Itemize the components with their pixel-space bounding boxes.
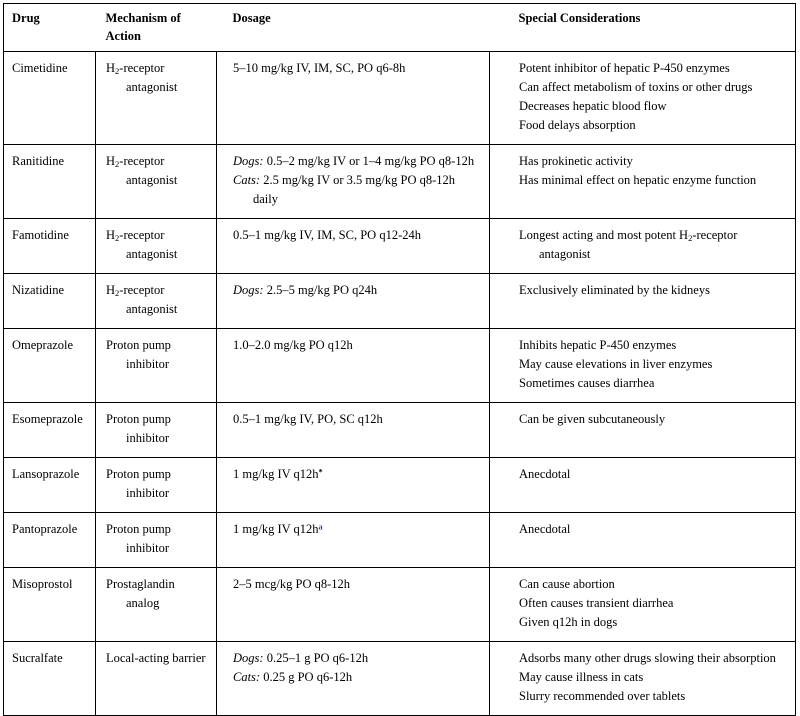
cell-special-considerations [490,145,796,219]
dosage-line: 2–5 mcg/kg PO q8-12h [233,577,351,592]
cell-mechanism-of-action [96,274,217,329]
cell-mechanism-of-action [96,642,217,716]
dosage-line: 1 mg/kg IV $q12h^a$ [233,522,323,537]
dosage-species-label: Dogs: [233,651,264,666]
cell-special-considerations [490,513,796,568]
cell-dosage [217,458,490,513]
cell-mechanism-of-action [96,403,217,458]
cell-drug-name: Lansoprazole [4,458,96,513]
special-consideration-line: Anecdotal [519,522,571,537]
special-consideration-line: Longest acting and most potent $H_2$-receptor antagonist [519,228,738,262]
column-header-special-considerations: Special Considerations [490,4,796,52]
dosage-line: Dogs: 2.5–5 mg/kg PO q24h [233,283,378,298]
footnote-marker: * [318,467,323,477]
special-consideration-line: Has prokinetic activity [519,154,633,169]
cell-drug-name: Cimetidine [12,61,68,76]
footnote-marker: a [318,522,323,532]
cell-drug-name: Famotidine [4,219,96,274]
mechanism-text: Local-acting barrier [106,651,206,666]
cell-special-considerations [490,568,796,642]
cell-special-considerations [490,52,796,145]
subscript: 2 [115,159,120,170]
cell-mechanism-of-action [96,458,217,513]
table-row [4,642,796,716]
cell-dosage [217,329,490,403]
cell-dosage [217,513,490,568]
dosage-species-label: Cats: [233,173,261,188]
cell-dosage [217,219,490,274]
cell-mechanism-of-action [96,329,217,403]
column-header-drug: Drug [4,4,96,52]
special-consideration-line: Adsorbs many other drugs slowing their absorption [519,651,776,666]
table-row [4,513,796,568]
mechanism-text: $H_2$-receptor antagonist [106,61,178,95]
cell-mechanism-of-action [96,568,217,642]
dosage-line: 5–10 mg/kg IV, IM, SC, PO q6-8h [233,61,406,76]
cell-drug-name: Omeprazole [4,329,96,403]
cell-drug-name: Esomeprazole [4,403,96,458]
table-row [4,329,796,403]
mechanism-text: $H_2$-receptor antagonist [106,283,178,317]
special-consideration-line: Potent inhibitor of hepatic P-450 enzymes [519,61,730,76]
subscript: 2 [115,288,120,299]
mechanism-text: Proton pump inhibitor [106,467,171,501]
special-consideration-line: May cause elevations in liver enzymes [519,357,713,372]
special-consideration-line: Decreases hepatic blood flow [519,99,667,114]
dosage-line: 1.0–2.0 mg/kg PO q12h [233,338,353,353]
subscript: 2 [115,233,120,244]
subscript: 2 [688,233,693,244]
dosage-species-label: Dogs: [233,283,264,298]
gastroprotectant-drug-table [3,3,796,716]
drug-reference-table-container [3,3,795,716]
cell-mechanism-of-action [96,513,217,568]
cell-drug-name: Misoprostol [4,568,96,642]
special-consideration-line: Food delays absorption [519,118,636,133]
special-consideration-line: Inhibits hepatic P-450 enzymes [519,338,677,353]
dosage-species-label: Dogs: [233,154,264,169]
cell-mechanism-of-action [96,52,217,145]
table-row [4,458,796,513]
cell-drug-name: Ranitidine [4,145,96,219]
cell-dosage [217,274,490,329]
cell-special-considerations [490,274,796,329]
table-row [4,52,796,145]
cell-drug-name: Nizatidine [4,274,96,329]
cell-dosage [217,52,490,145]
special-consideration-line: Has minimal effect on hepatic enzyme function [519,173,757,188]
column-header-mechanism-of-action [96,4,217,52]
special-consideration-line: Anecdotal [519,467,571,482]
column-header-dosage: Dosage [217,4,490,52]
mechanism-text: Proton pump inhibitor [106,522,171,556]
table-row [4,403,796,458]
mechanism-text: Proton pump inhibitor [106,338,171,372]
cell-mechanism-of-action [96,219,217,274]
column-header-mechanism-line2: Action [105,29,141,44]
table-row [4,568,796,642]
cell-mechanism-of-action [96,145,217,219]
cell-special-considerations [490,458,796,513]
special-consideration-line: Can affect metabolism of toxins or other drugs [519,80,753,95]
mechanism-text: $H_2$-receptor antagonist [106,228,178,262]
cell-dosage [217,568,490,642]
cell-special-considerations [490,642,796,716]
cell-drug-name: Sucralfate [4,642,96,716]
special-consideration-line: Can be given subcutaneously [519,412,666,427]
mechanism-text: Prostaglandin analog [106,577,175,611]
cell-dosage [217,403,490,458]
dosage-species-label: Cats: [233,670,261,685]
dosage-line: Cats: 0.25 g PO q6-12h [233,670,353,685]
special-consideration-line: May cause illness in cats [519,670,644,685]
special-consideration-line: Given q12h in dogs [519,615,618,630]
table-row [4,274,796,329]
subscript: 2 [115,66,120,77]
dosage-line: Dogs: 0.5–2 mg/kg IV or 1–4 mg/kg PO q8-12h [233,154,475,169]
cell-special-considerations [490,403,796,458]
table-row [4,145,796,219]
table-header-row [4,4,796,52]
cell-drug-name: Pantoprazole [4,513,96,568]
mechanism-text: $H_2$-receptor antagonist [106,154,178,188]
cell-dosage [217,145,490,219]
table-row [4,219,796,274]
dosage-line: 0.5–1 mg/kg IV, IM, SC, PO q12-24h [233,228,421,243]
special-consideration-line: Can cause abortion [519,577,615,592]
cell-dosage [217,642,490,716]
special-consideration-line: Sometimes causes diarrhea [519,376,655,391]
dosage-line: Dogs: 0.25–1 g PO q6-12h [233,651,369,666]
dosage-line: Cats: 2.5 mg/kg IV or 3.5 mg/kg PO q8-12h daily [233,173,456,207]
cell-special-considerations [490,219,796,274]
special-consideration-line: Often causes transient diarrhea [519,596,674,611]
special-consideration-line: Exclusively eliminated by the kidneys [519,283,710,298]
table-header [4,4,796,52]
mechanism-text: Proton pump inhibitor [106,412,171,446]
table-body [4,52,796,716]
special-consideration-line: Slurry recommended over tablets [519,689,686,704]
dosage-line: 0.5–1 mg/kg IV, PO, SC q12h [233,412,383,427]
dosage-line: 1 mg/kg IV q12h* [233,467,323,482]
column-header-mechanism-line1: Mechanism of [105,11,181,25]
cell-special-considerations [490,329,796,403]
